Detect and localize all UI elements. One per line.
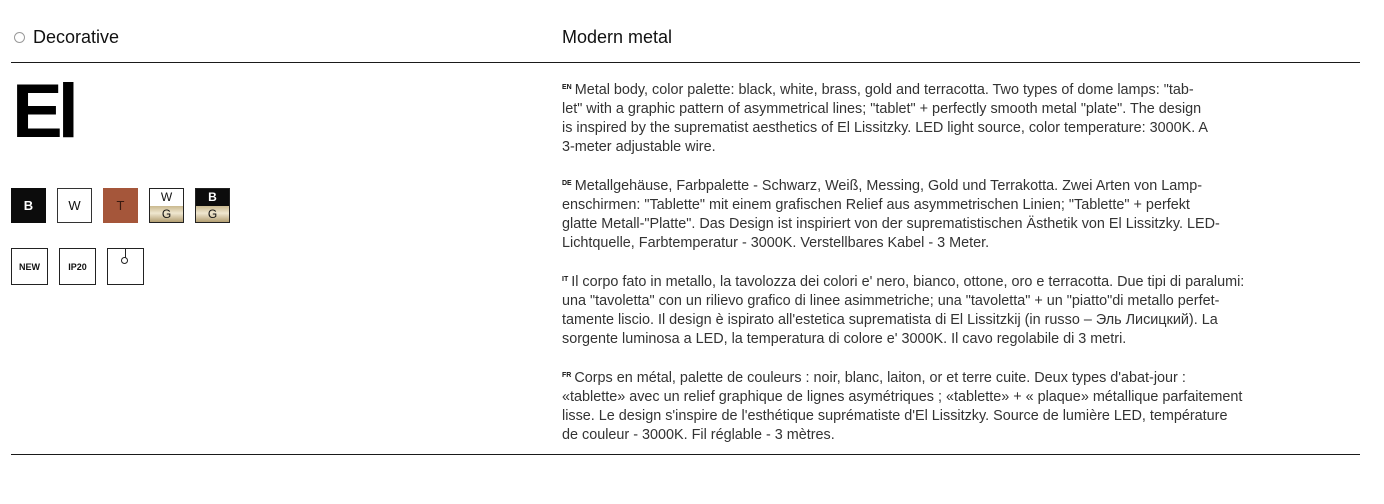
swatch-white[interactable]: W	[57, 188, 92, 223]
swatch-top-label: W	[150, 189, 183, 206]
swatch-white-gold[interactable]	[149, 188, 184, 223]
description-fr: $^{FR}$ Corps en métal, palette de couleurs : noir, blanc, laiton, or et terre cuite. Deux types d'abat-jour : «tablette» avec un relief graphique de lignes asymétriques ; «tablette» + « plaque» métallique parfaitement lisse. Le design s'inspire de l'esthétique suprématiste d'El Lissitzky. Source de lumière LED, température de couleur - 3000K. Fil réglable - 3 mètres.	[562, 370, 1243, 443]
swatch-black-gold[interactable]	[195, 188, 230, 223]
swatch-terracotta[interactable]: T	[103, 188, 138, 223]
description-en: $^{EN}$ Metal body, color palette: black, white, brass, gold and terracotta. Two types of dome lamps: "tab- let" with a graphic pattern of asymmetrical lines; "tablet" + perfectly smooth metal "plate". The design is inspired by the suprematist aesthetics of El Lissitzky. LED light source, color temperature: 3000K. A 3-meter adjustable wire.	[562, 82, 1209, 155]
circle-icon	[14, 32, 25, 43]
product-model-name: El	[12, 69, 74, 154]
top-divider	[11, 62, 1360, 63]
language-tag: IT	[562, 276, 569, 283]
color-swatches	[11, 188, 230, 223]
feature-badges	[11, 248, 144, 285]
collection-title: Modern metal	[562, 27, 673, 47]
swatch-top-label: B	[196, 189, 229, 206]
pendant-icon	[107, 248, 144, 285]
description-de: $^{DE}$ Metallgehäuse, Farbpalette - Schwarz, Weiß, Messing, Gold und Terrakotta. Zwei Arten von Lamp- enschirmen: "Tablette" mit einem grafischen Relief aus asymmetrischen Linien; "Tablette" + perfekt glatte Metall-"Platte". Das Design ist inspiriert von der suprematistischen Ästhetik von El Lissitzky. LED- Lichtquelle, Farbtemperatur - 3000K. Verstellbares Kabel - 3 Meter.	[562, 178, 1220, 251]
bottom-divider	[11, 454, 1360, 455]
pendant-bulb	[121, 257, 128, 264]
ip-rating-badge: IP20	[59, 248, 96, 285]
language-tag: FR	[562, 372, 572, 379]
swatch-black[interactable]: B	[11, 188, 46, 223]
swatch-bottom-label: G	[150, 206, 183, 223]
language-tag: EN	[562, 84, 572, 91]
swatch-bottom-label: G	[196, 206, 229, 223]
category-label: Decorative	[33, 27, 120, 47]
new-badge: NEW	[11, 248, 48, 285]
description-it: $^{IT}$ Il corpo fato in metallo, la tavolozza dei colori e' nero, bianco, ottone, oro e terracotta. Due tipi di paralumi: una "tavoletta" con un rilievo grafico di linee asimmetriche; una "tavoletta" + un "piatto"di metallo perfet- tamente liscio. Il design è ispirato all'estetica suprematista di El Lissitzkij (in russo – Эль Лисицкий). La sorgente luminosa a LED, la temperatura di colore e' 3000K. Il cavo regolabile di 3 metri.	[562, 274, 1245, 347]
category-header	[14, 27, 119, 48]
language-tag: DE	[562, 180, 572, 187]
